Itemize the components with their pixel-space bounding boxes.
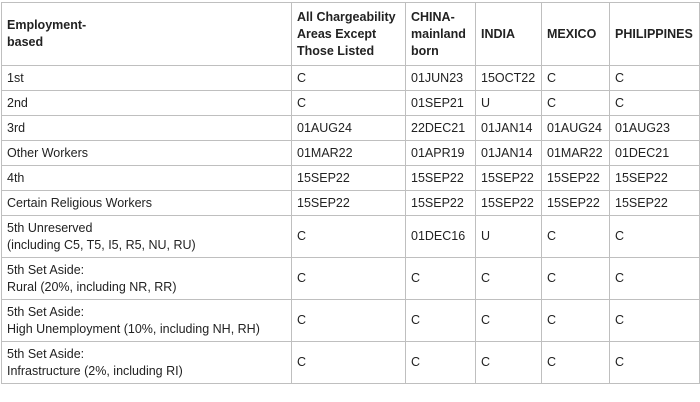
cell-text: 01AUG24	[547, 120, 602, 135]
cell-mexico	[542, 300, 610, 342]
cell-text: 5th Unreserved (including C5, T5, I5, R5, NU, RU)	[7, 220, 196, 252]
cell-china	[406, 91, 476, 116]
header-text: PHILIPPINES	[615, 26, 693, 41]
cell-text: 01JAN14	[481, 120, 533, 135]
cell-text: 5th Set Aside: Rural (20%, including NR, RR)	[7, 262, 177, 294]
cell-china	[406, 300, 476, 342]
cell-text: C	[615, 229, 625, 243]
cell-text: C	[615, 95, 625, 110]
cell-text: C	[547, 70, 557, 85]
cell-philippines	[610, 141, 700, 166]
visa-bulletin-table	[1, 2, 700, 384]
cell-philippines	[610, 342, 700, 384]
cell-mexico	[542, 141, 610, 166]
cell-text: C	[615, 271, 625, 285]
cell-text: C	[297, 271, 307, 285]
cell-all-chargeability	[292, 342, 406, 384]
cell-text: C	[411, 313, 421, 327]
cell-text: C	[547, 355, 557, 369]
cell-category	[2, 141, 292, 166]
cell-text: U	[481, 229, 491, 243]
cell-text: 01MAR22	[547, 145, 603, 160]
header-mexico	[542, 3, 610, 66]
cell-mexico	[542, 66, 610, 91]
table-row	[2, 216, 700, 258]
table-body	[2, 66, 700, 384]
table-row	[2, 191, 700, 216]
cell-text: C	[481, 313, 491, 327]
cell-text: 15SEP22	[547, 170, 600, 185]
header-row	[2, 3, 700, 66]
cell-text: 22DEC21	[411, 120, 466, 135]
header-india	[476, 3, 542, 66]
cell-text: C	[615, 70, 625, 85]
cell-text: U	[481, 95, 491, 110]
cell-india	[476, 342, 542, 384]
cell-text: Certain Religious Workers	[7, 195, 152, 210]
cell-philippines	[610, 116, 700, 141]
cell-category	[2, 66, 292, 91]
header-philippines	[610, 3, 700, 66]
cell-text: 01SEP21	[411, 95, 464, 110]
cell-text: 15SEP22	[297, 170, 350, 185]
cell-india	[476, 141, 542, 166]
cell-text: C	[297, 95, 307, 110]
cell-china	[406, 342, 476, 384]
cell-india	[476, 166, 542, 191]
cell-text: 01APR19	[411, 145, 465, 160]
cell-text: 5th Set Aside: Infrastructure (2%, including RI)	[7, 346, 183, 378]
cell-text: C	[547, 313, 557, 327]
cell-philippines	[610, 216, 700, 258]
cell-text: C	[297, 355, 307, 369]
cell-text: 4th	[7, 170, 25, 185]
header-all-chargeability	[292, 3, 406, 66]
cell-text: C	[547, 95, 557, 110]
cell-china	[406, 116, 476, 141]
cell-china	[406, 166, 476, 191]
cell-text: 01MAR22	[297, 145, 353, 160]
cell-philippines	[610, 300, 700, 342]
cell-text: 15SEP22	[481, 170, 534, 185]
cell-text: 15SEP22	[411, 170, 464, 185]
cell-text: Other Workers	[7, 145, 89, 160]
cell-all-chargeability	[292, 91, 406, 116]
table-row	[2, 66, 700, 91]
cell-category	[2, 191, 292, 216]
table-row	[2, 258, 700, 300]
header-text: All Chargeability Areas Except Those Listed	[297, 9, 396, 58]
cell-text: 3rd	[7, 120, 26, 135]
cell-category	[2, 216, 292, 258]
cell-india	[476, 191, 542, 216]
cell-text: C	[481, 271, 491, 285]
header-text: INDIA	[481, 26, 516, 41]
cell-text: C	[297, 70, 307, 85]
cell-all-chargeability	[292, 66, 406, 91]
cell-text: 01DEC16	[411, 229, 466, 243]
cell-text: 01DEC21	[615, 145, 670, 160]
cell-all-chargeability	[292, 300, 406, 342]
cell-philippines	[610, 91, 700, 116]
cell-all-chargeability	[292, 141, 406, 166]
cell-text: C	[297, 313, 307, 327]
cell-text: 01AUG24	[297, 120, 352, 135]
cell-text: 15SEP22	[297, 195, 350, 210]
cell-text: 15OCT22	[481, 70, 536, 85]
table-row	[2, 166, 700, 191]
cell-philippines	[610, 66, 700, 91]
cell-text: 15SEP22	[411, 195, 464, 210]
cell-mexico	[542, 191, 610, 216]
cell-china	[406, 66, 476, 91]
cell-china	[406, 141, 476, 166]
cell-all-chargeability	[292, 191, 406, 216]
table-header	[2, 3, 700, 66]
header-china	[406, 3, 476, 66]
header-text: Employment- based	[7, 18, 87, 49]
cell-mexico	[542, 166, 610, 191]
cell-text: C	[547, 229, 557, 243]
table-row	[2, 91, 700, 116]
header-text: MEXICO	[547, 26, 597, 41]
cell-category	[2, 166, 292, 191]
cell-text: 15SEP22	[547, 195, 600, 210]
table-row	[2, 342, 700, 384]
cell-text: 01AUG23	[615, 120, 670, 135]
cell-text: 2nd	[7, 95, 28, 110]
cell-china	[406, 216, 476, 258]
cell-india	[476, 91, 542, 116]
cell-text: C	[615, 355, 625, 369]
cell-text: C	[547, 271, 557, 285]
cell-text: 1st	[7, 70, 24, 85]
table-row	[2, 141, 700, 166]
cell-all-chargeability	[292, 116, 406, 141]
cell-india	[476, 258, 542, 300]
cell-mexico	[542, 91, 610, 116]
cell-all-chargeability	[292, 258, 406, 300]
cell-category	[2, 91, 292, 116]
cell-mexico	[542, 216, 610, 258]
cell-text: 15SEP22	[615, 195, 668, 210]
cell-category	[2, 116, 292, 141]
header-text: CHINA-mainland born	[411, 9, 466, 58]
cell-philippines	[610, 191, 700, 216]
cell-india	[476, 216, 542, 258]
cell-text: 15SEP22	[615, 170, 668, 185]
header-employment-based	[2, 3, 292, 66]
cell-india	[476, 300, 542, 342]
cell-text: C	[411, 355, 421, 369]
table-row	[2, 116, 700, 141]
cell-philippines	[610, 258, 700, 300]
cell-mexico	[542, 116, 610, 141]
cell-category	[2, 342, 292, 384]
cell-text: C	[481, 355, 491, 369]
cell-text: C	[297, 229, 307, 243]
cell-text: C	[615, 313, 625, 327]
table-row	[2, 300, 700, 342]
cell-mexico	[542, 342, 610, 384]
cell-all-chargeability	[292, 216, 406, 258]
cell-philippines	[610, 166, 700, 191]
cell-text: 01JUN23	[411, 70, 464, 85]
cell-india	[476, 116, 542, 141]
cell-china	[406, 258, 476, 300]
cell-china	[406, 191, 476, 216]
cell-all-chargeability	[292, 166, 406, 191]
cell-text: 01JAN14	[481, 145, 533, 160]
cell-category	[2, 258, 292, 300]
cell-text: 5th Set Aside: High Unemployment (10%, including NH, RH)	[7, 304, 260, 336]
cell-mexico	[542, 258, 610, 300]
cell-category	[2, 300, 292, 342]
cell-text: C	[411, 271, 421, 285]
cell-india	[476, 66, 542, 91]
cell-text: 15SEP22	[481, 195, 534, 210]
